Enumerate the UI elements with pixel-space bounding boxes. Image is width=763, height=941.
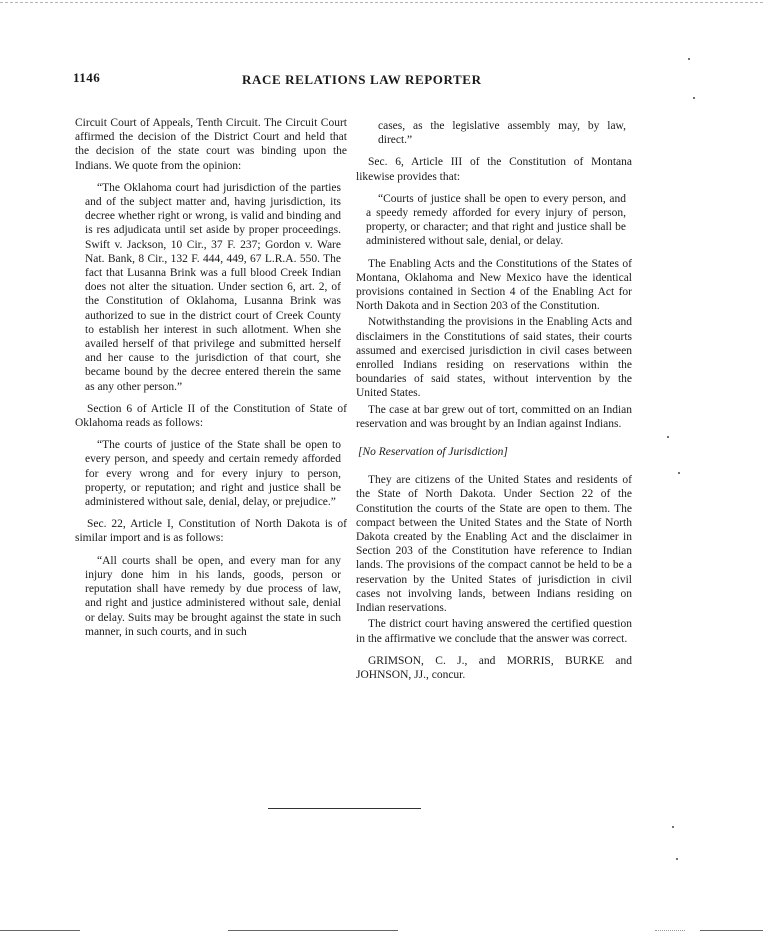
left-column bbox=[75, 116, 347, 647]
end-rule bbox=[268, 808, 421, 809]
paragraph: Section 6 of Article II of the Constitution of State of Oklahoma reads as follows: bbox=[75, 402, 347, 430]
scan-edge-line bbox=[700, 930, 763, 931]
section-heading: [No Reservation of Jurisdiction] bbox=[358, 446, 508, 459]
scan-speck bbox=[672, 826, 674, 828]
right-column bbox=[356, 119, 632, 690]
scan-speck bbox=[693, 97, 695, 99]
paragraph: Sec. 6, Article III of the Constitution of Montana likewise provides that: bbox=[356, 156, 632, 183]
block-quote: “The Oklahoma court had jurisdiction of the parties and of the subject matter and, having jurisdiction, its decree whether right or wrong, is valid and binding and is res adjudicata until set aside by proper proceedings. Swift v. Jackson, 10 Cir., 37 F. 237; Gordon v. Ware Nat. Bank, 8 Cir., 132 F. 444, 449, 67 L.R.A. 550. The fact that Lusanna Brink was a full blood Creek Indian does not alter the situation. Under section 6, art. 2, of the Constitution of Oklahoma, Lusanna Brink was authorized to sue in the district court of Creek County to establish her interest in such allotment. When she availed herself of that privilege and submitted herself and her cause to the jurisdiction of that court, she became bound by the decree entered therein the same as any other person.” bbox=[85, 181, 341, 393]
scan-edge-line bbox=[228, 930, 398, 931]
paragraph: The district court having answered the certified question in the affirmative we conclude that the answer was correct. bbox=[356, 618, 632, 645]
paragraph: Circuit Court of Appeals, Tenth Circuit. The Circuit Court affirmed the decision of the District Court and held that the decision of the state court was binding upon the Indians. We quote from the opinion: bbox=[75, 117, 347, 172]
paragraph: The case at bar grew out of tort, committed on an Indian reservation and was brought by an Indian against Indians. bbox=[356, 403, 632, 430]
paragraph: Sec. 22, Article I, Constitution of North Dakota is of similar import and is as follows: bbox=[75, 518, 347, 545]
block-quote: “Courts of justice shall be open to every person, and a speedy remedy afforded for every injury of person, property, or character; and that right and justice shall be administered without sale, denial, or delay. bbox=[366, 192, 626, 248]
block-quote: “All courts shall be open, and every man for any injury done him in his lands, goods, person or reputation shall have remedy by due process of law, and right and justice administered without sale, denial or delay. Suits may be brought against the state in such manner, in such courts, and in such bbox=[85, 554, 341, 638]
block-quote-continued: cases, as the legislative assembly may, by law, direct.” bbox=[378, 120, 626, 147]
paragraph: They are citizens of the United States and residents of the State of North Dakota. Under Section 22 of the Constitution the courts of the State are open to them. The compact between the United States and the State of North Dakota created by the Enabling Act and the disclaimer in Section 203 of the Constitution have reference to Indian lands. The provisions of the compact cannot be held to be a reservation by the United States of jurisdiction in civil cases not involving lands, between Indians residing on Indian reservations. bbox=[356, 474, 632, 615]
paragraph: The Enabling Acts and the Constitutions of the States of Montana, Oklahoma and New Mexico have the identical provisions contained in Section 4 of the Enabling Act for North Dakota and in Section 203 of the Constitution. bbox=[356, 257, 632, 313]
scan-speck bbox=[676, 858, 678, 860]
page-number: 1146 bbox=[73, 70, 101, 85]
concurrence: GRIMSON, C. J., and MORRIS, BURKE and JOHNSON, JJ., concur. bbox=[356, 654, 632, 681]
scan-edge-line bbox=[0, 930, 80, 931]
scan-edge-line bbox=[0, 2, 763, 3]
block-quote: “The courts of justice of the State shall be open to every person, and speedy and certain remedy afforded for every wrong and for every injury to person, property, or reputation; and right and justice shall be administered without sale, denial, delay, or prejudice.” bbox=[85, 439, 341, 509]
running-head: RACE RELATIONS LAW REPORTER bbox=[242, 72, 482, 87]
scan-edge-line bbox=[655, 930, 685, 931]
scan-speck bbox=[678, 472, 680, 474]
scan-speck bbox=[688, 58, 690, 60]
scan-speck bbox=[667, 436, 669, 438]
paragraph: Notwithstanding the provisions in the Enabling Acts and disclaimers in the Constitutions of said states, their courts assumed and exercised jurisdiction in civil cases between enrolled Indians residing on reservations within the boundaries of said states, without intervention by the United States. bbox=[356, 316, 632, 400]
